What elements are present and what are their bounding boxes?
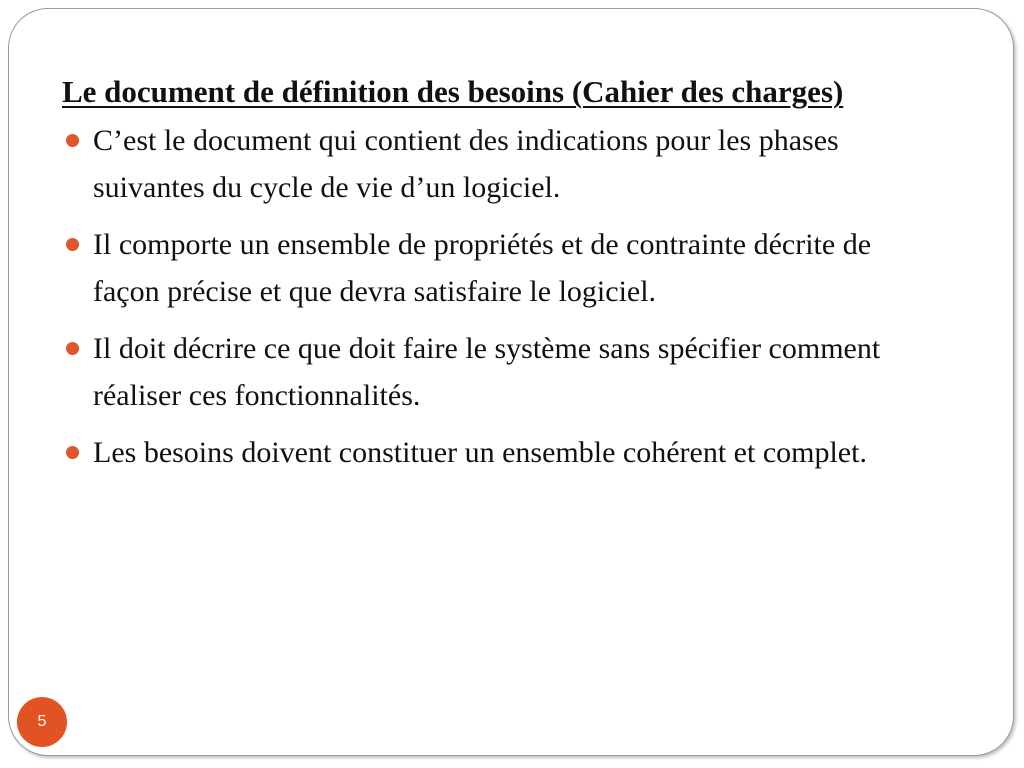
page-number-badge (17, 697, 67, 747)
bullet-text: Il doit décrire ce que doit faire le système sans spécifier comment réaliser ces fonctionnalités. (93, 332, 881, 412)
bullet-text: Les besoins doivent constituer un ensemble cohérent et complet. (93, 436, 867, 469)
slide-content (62, 68, 942, 486)
bullet-item (62, 221, 942, 315)
bullet-dot-icon (66, 238, 79, 251)
bullet-text: Il comporte un ensemble de propriétés et de contrainte décrite de façon précise et que devra satisfaire le logiciel. (93, 228, 872, 308)
bullet-item (62, 429, 942, 476)
bullet-item (62, 117, 942, 211)
bullet-text: C’est le document qui contient des indications pour les phases suivantes du cycle de vie d’un logiciel. (93, 124, 839, 204)
slide-heading: Le document de définition des besoins (Cahier des charges) (62, 74, 844, 109)
bullet-dot-icon (66, 446, 79, 459)
page-number: 5 (37, 713, 47, 730)
bullet-item (62, 325, 942, 419)
bullet-list (62, 117, 942, 476)
bullet-dot-icon (66, 342, 79, 355)
bullet-dot-icon (66, 134, 79, 147)
